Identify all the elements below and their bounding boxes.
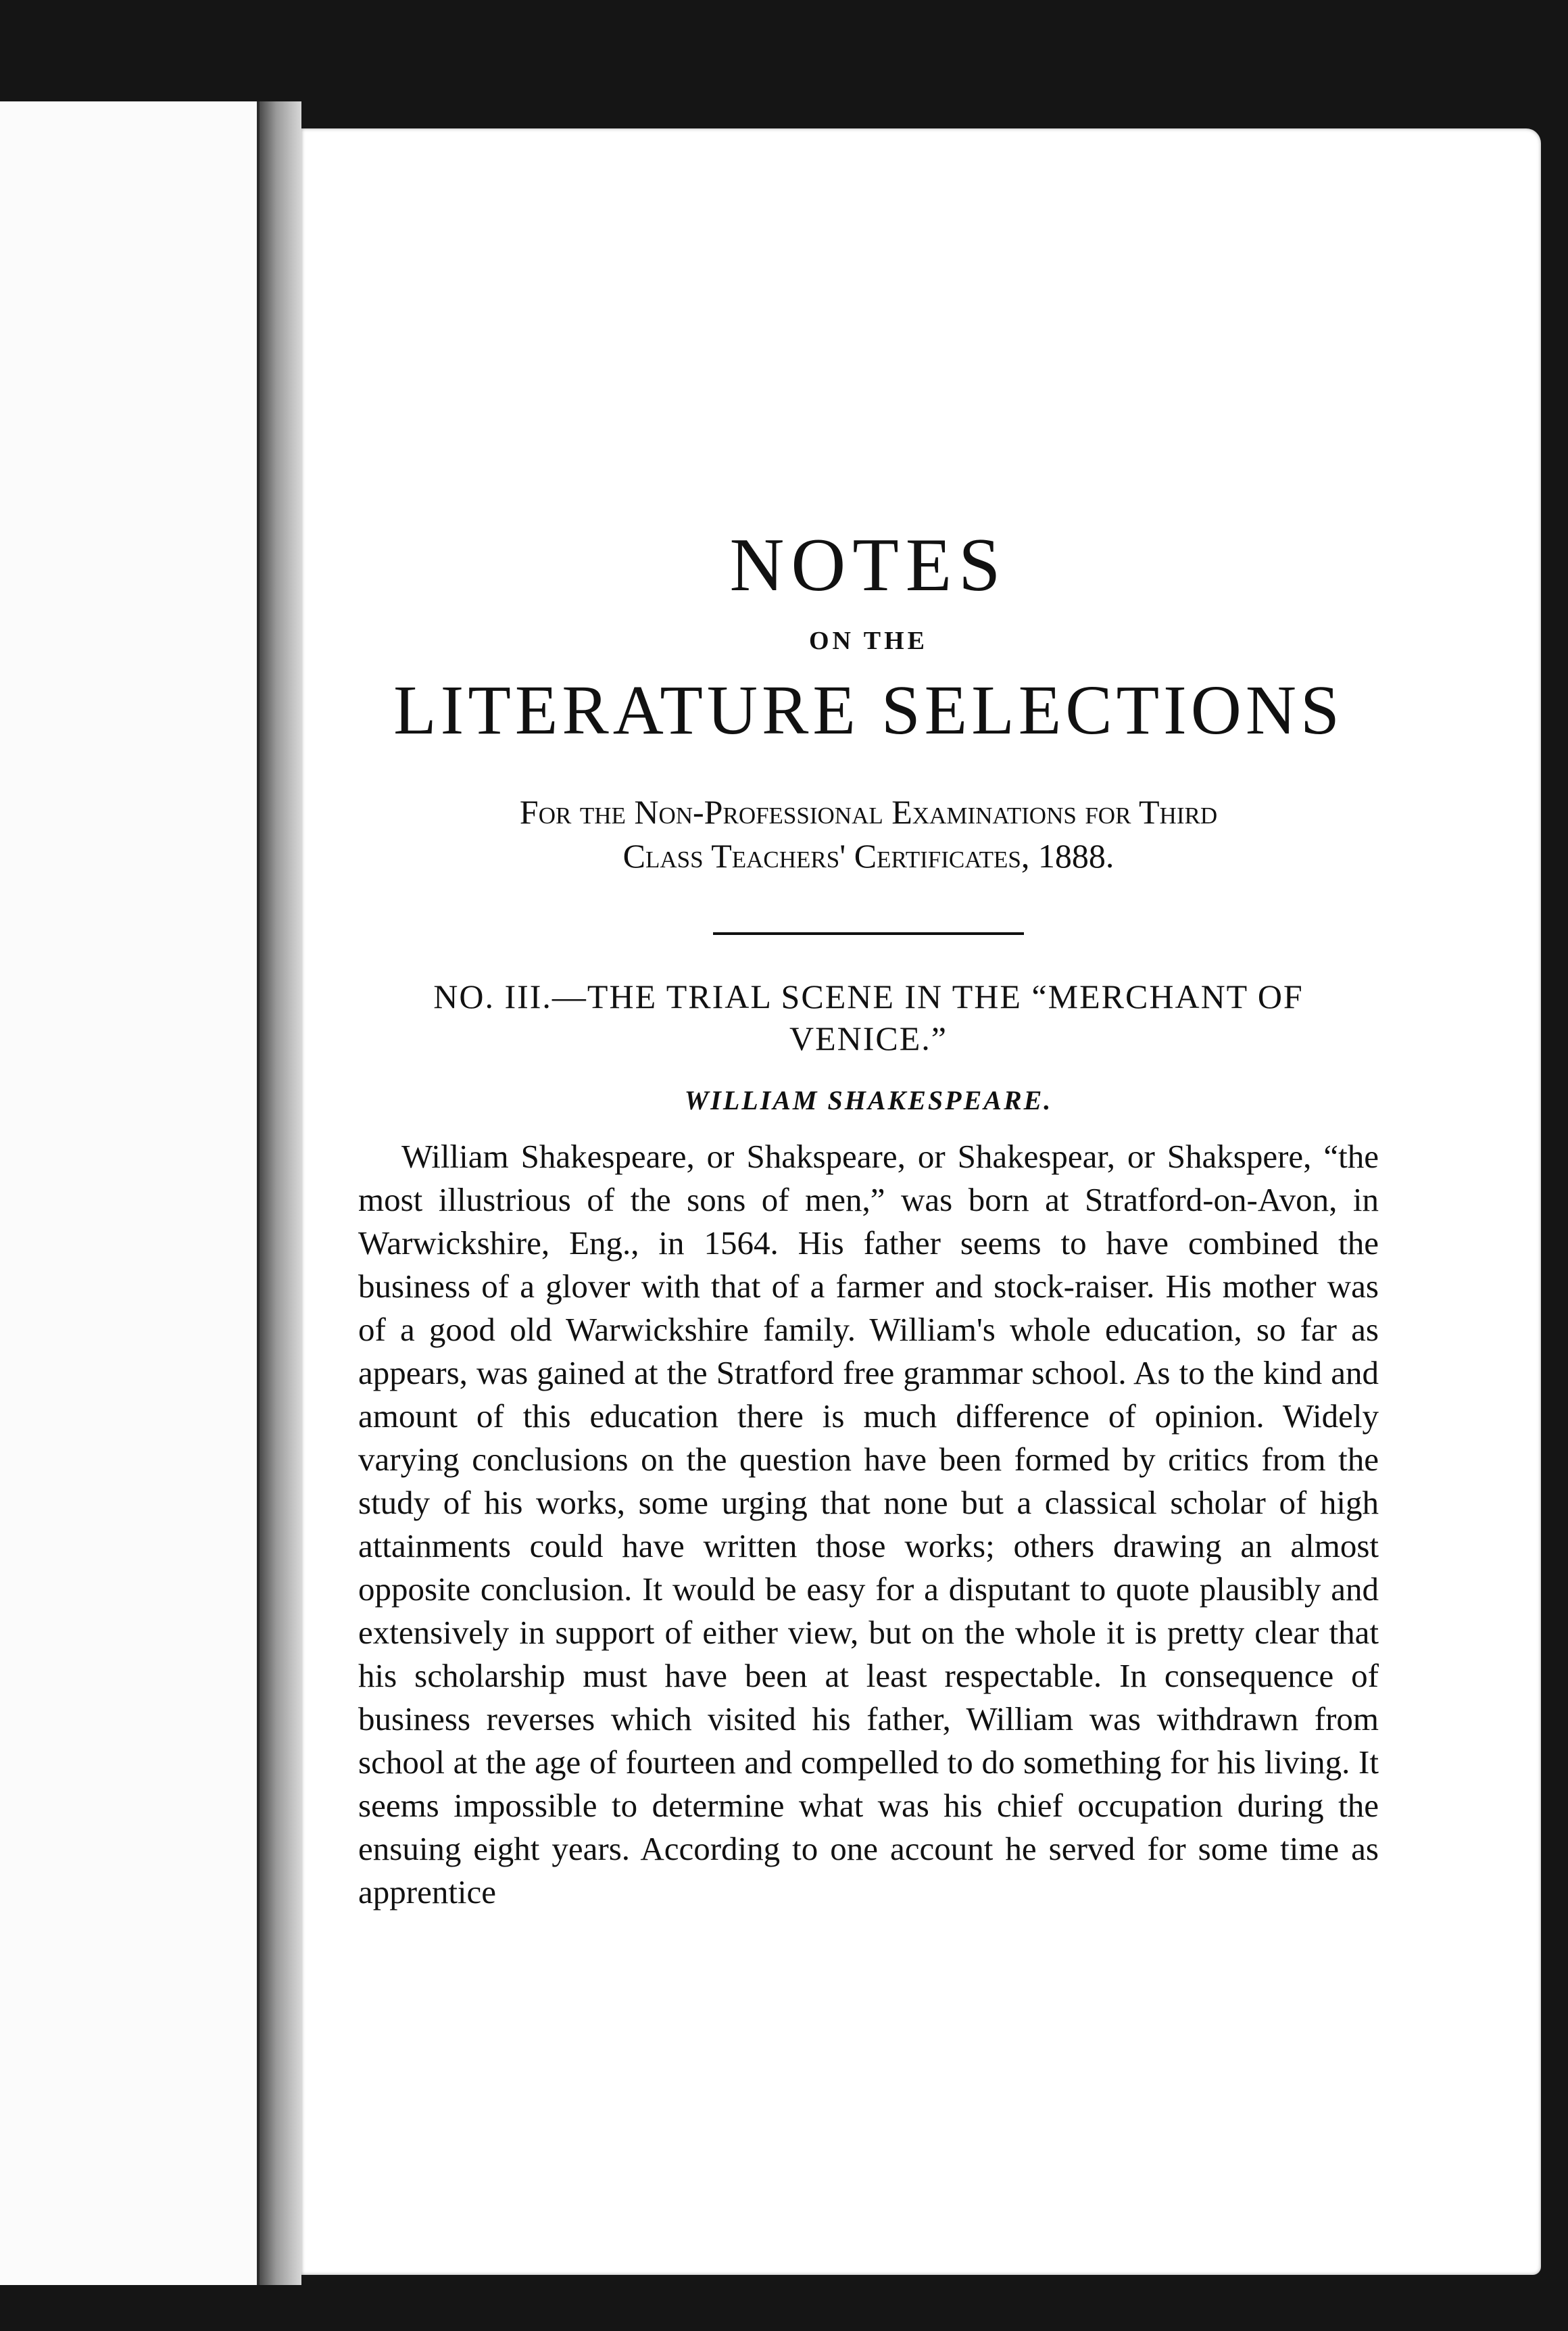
subtitle-line-1: For the Non-Professional Examinations for Third [519,792,1218,831]
left-page-blank [0,101,260,2285]
section-heading-line-2: VENICE.” [789,1019,948,1058]
horizontal-rule [713,932,1024,935]
section-heading [358,976,1379,1060]
page-text-block [358,524,1379,2217]
title-notes: NOTES [729,523,1008,607]
book-gutter [260,101,301,2285]
subtitle-line-2: Class Teachers' Certificates, 1888. [622,836,1114,875]
author-heading: WILLIAM SHAKESPEARE. [684,1084,1053,1115]
body-paragraph: William Shakespeare, or Shakspeare, or Shakespear, or Shakspere, “the most illustrious of the sons of men,” was born at Stratford-on-Avon, in Warwickshire, Eng., in 1564. His father seems to have combined the business of a glover with that of a farmer and stock-raiser. His mother was of a good old Warwickshire family. William's whole education, so far as appears, was gained at the Stratford free grammar school. As to the kind and amount of this education there is much difference of opinion. Widely varying conclusions on the question have been formed by critics from the study of his works, some urging that none but a classical scholar of high attainments could have written those works; others drawing an almost opposite conclusion. It would be easy for a disputant to quote plausibly and extensively in support of either view, but on the whole it is pretty clear that his scholarship must have been at least respectable. In consequence of business reverses which visited his father, William was withdrawn from school at the age of fourteen and compelled to do something for his living. It seems impossible to determine what was his chief occupation during the ensuing eight years. According to one account he served for some time as apprentice [358,1137,1379,1911]
subtitle [358,790,1379,878]
right-page [301,128,1541,2275]
title-literature-selections: LITERATURE SELECTIONS [393,671,1344,750]
section-heading-line-1: NO. III.—THE TRIAL SCENE IN THE “MERCHANT OF [433,977,1304,1015]
title-connector: ON THE [808,627,929,656]
